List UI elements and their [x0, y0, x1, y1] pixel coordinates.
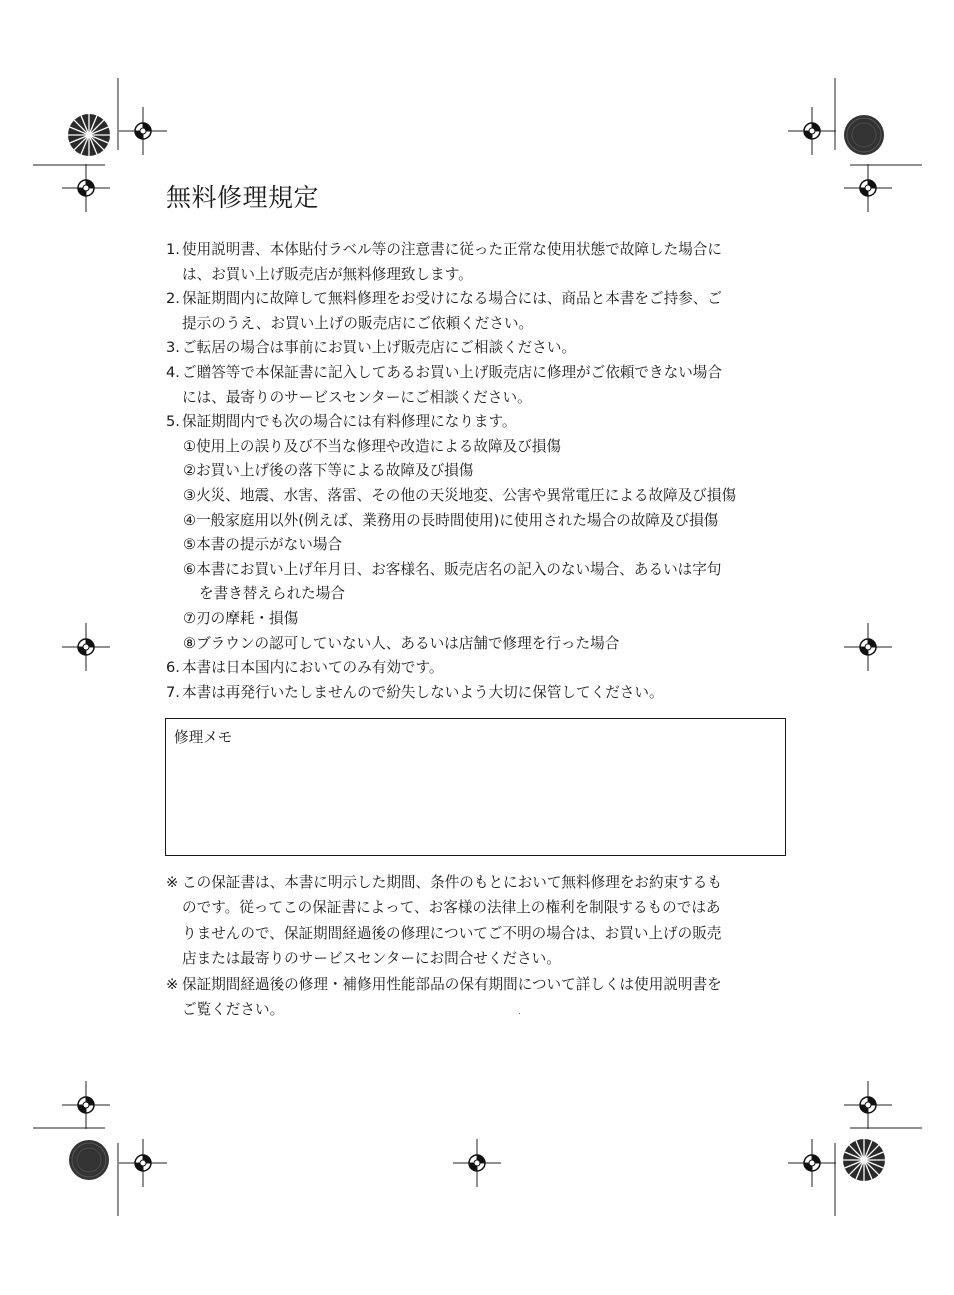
- term-number: 1.: [166, 241, 180, 258]
- term-text: には、最寄りのサービスセンターにご相談ください。: [182, 388, 532, 406]
- terms-list: [166, 238, 790, 705]
- term-item-6: [166, 656, 790, 681]
- term-number: 4.: [166, 363, 180, 381]
- term-item-5: [166, 410, 790, 435]
- sub-item-1: ①使用上の誤り及び不当な修理や改造による故障及び損傷: [183, 437, 561, 455]
- sub-item-2: ②お買い上げ後の落下等による故障及び損傷: [183, 462, 474, 480]
- term-item-3: [166, 336, 790, 361]
- footnote-2: [166, 972, 790, 1023]
- term-text: 本書は再発行いたしませんので紛失しないよう大切に保管してください。: [182, 683, 664, 701]
- note-text: 店または最寄りのサービスセンターにお問合せください。: [182, 950, 561, 968]
- term-number: 2.: [166, 290, 180, 308]
- sub-item-3: ③火災、地震、水害、落雷、その他の天災地変、公害や異常電圧による故障及び損傷: [183, 486, 737, 504]
- note-text: 保証期間経過後の修理・補修用性能部品の保有期間について詳しくは使用説明書を: [182, 975, 722, 993]
- paid-repair-cases: [166, 435, 790, 656]
- term-text: は、お買い上げ販売店が無料修理致します。: [182, 265, 473, 283]
- sub-item-8: ⑧ブラウンの認可していない人、あるいは店舗で修理を行った場合: [183, 634, 620, 652]
- repair-memo-box: [165, 718, 786, 856]
- term-text: ご転居の場合は事前にお買い上げ販売店にご相談ください。: [182, 339, 577, 357]
- sub-item-5: ⑤本書の提示がない場合: [183, 536, 343, 554]
- term-item-7: [166, 681, 790, 706]
- term-number: 5.: [166, 413, 180, 431]
- term-item-2: [166, 287, 790, 336]
- term-number: 3.: [166, 339, 180, 357]
- term-number: 6.: [166, 659, 180, 677]
- term-item-1: [166, 238, 790, 287]
- note-text: のです。従ってこの保証書によって、お客様の法律上の権利を制限するものではあ: [182, 899, 721, 917]
- note-text: りませんので、保証期間経過後の修理についてご不明の場合は、お買い上げの販売: [182, 924, 722, 942]
- term-text: 保証期間内に故障して無料修理をお受けになる場合には、商品と本書をご持参、ご: [182, 290, 722, 308]
- repair-memo-label: 修理メモ: [174, 729, 233, 746]
- note-mark: ※: [166, 975, 179, 993]
- note-mark: ※: [166, 874, 179, 891]
- term-text: 使用説明書、本体貼付ラベル等の注意書に従った正常な使用状態で故障した場合に: [182, 241, 722, 258]
- speck: [519, 1013, 520, 1014]
- term-text: 提示のうえ、お買い上げの販売店にご依頼ください。: [182, 314, 534, 332]
- sub-item-6-cont: を書き替えられた場合: [199, 585, 345, 603]
- term-text: 本書は日本国内においてのみ有効です。: [182, 659, 444, 677]
- note-text: ご覧ください。: [182, 1001, 285, 1019]
- term-item-4: [166, 361, 790, 410]
- sub-item-7: ⑦刃の摩耗・損傷: [183, 609, 299, 627]
- footnote-1: [166, 870, 790, 972]
- footnotes: [166, 870, 790, 1022]
- page-title: 無料修理規定: [166, 183, 320, 212]
- sub-item-6: ⑥本書にお買い上げ年月日、お客様名、販売店名の記入のない場合、あるいは字句: [183, 560, 722, 578]
- term-number: 7.: [166, 683, 180, 701]
- sub-item-4: ④一般家庭用以外(例えば、業務用の長時間使用)に使用された場合の故障及び損傷: [183, 511, 719, 529]
- term-text: ご贈答等で本保証書に記入してあるお買い上げ販売店に修理がご依頼できない場合: [182, 363, 722, 381]
- note-text: この保証書は、本書に明示した期間、条件のもとにおいて無料修理をお約束するも: [182, 874, 722, 891]
- term-text: 保証期間内でも次の場合には有料修理になります。: [182, 413, 517, 431]
